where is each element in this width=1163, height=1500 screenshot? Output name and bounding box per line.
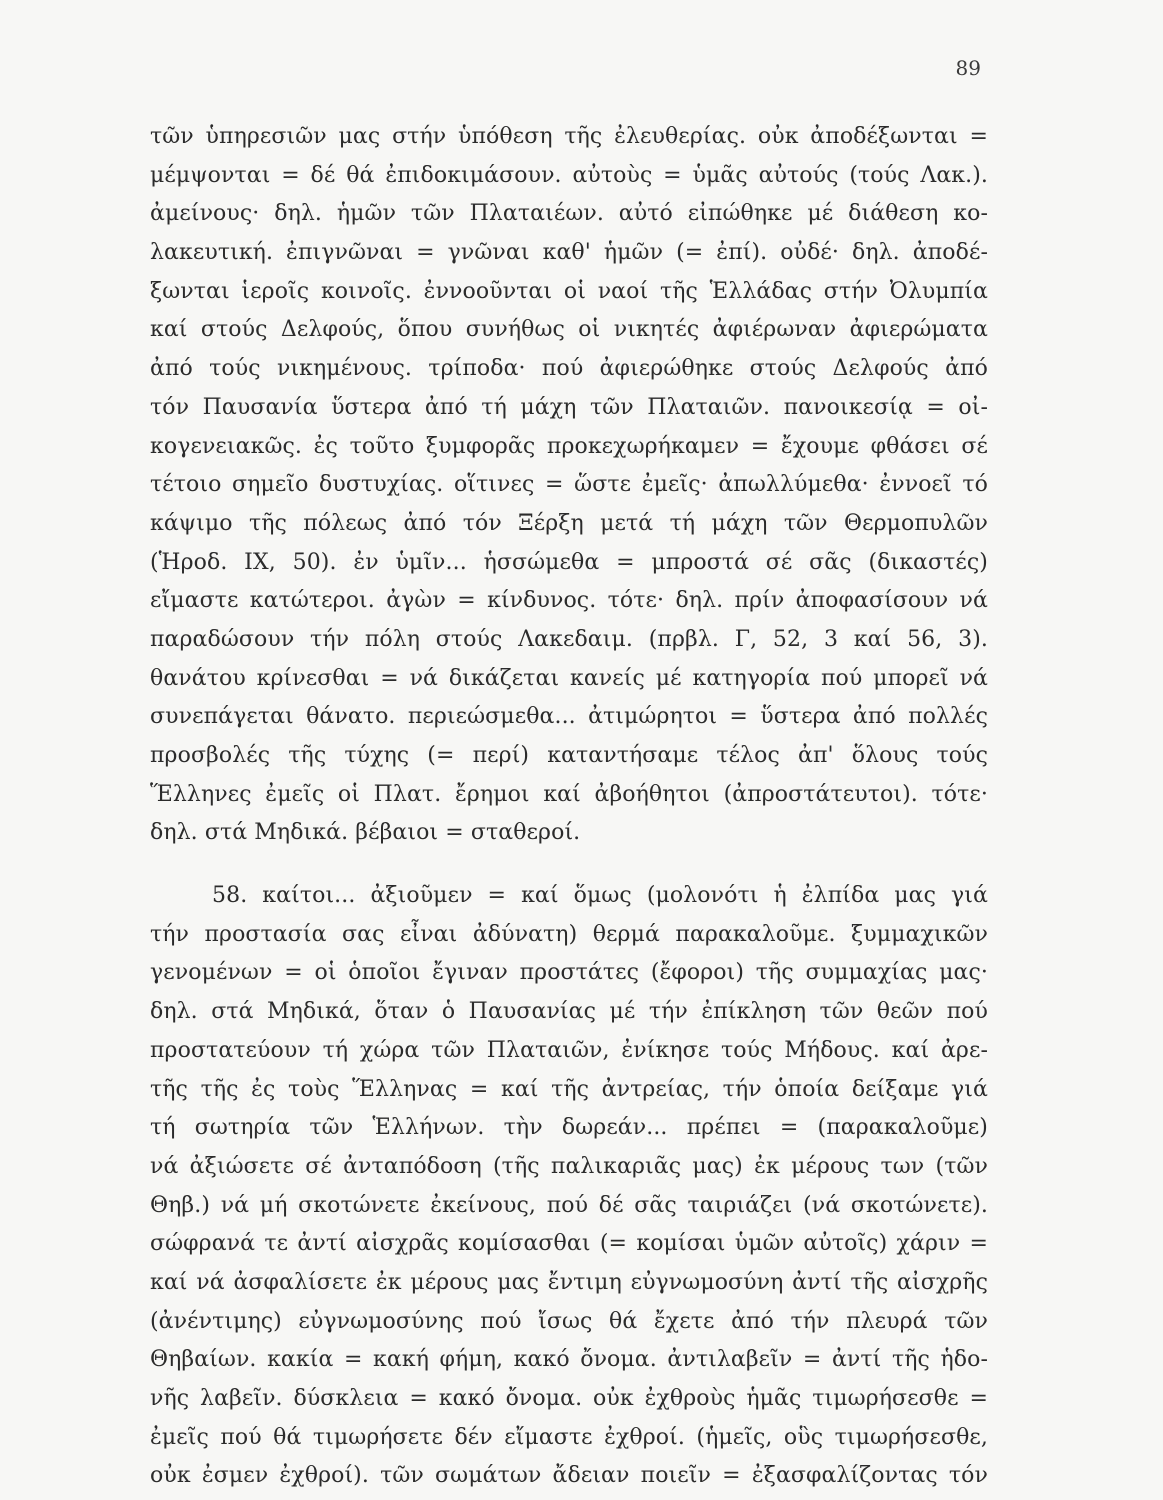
text-line: λακευτική. ἐπιγνῶναι = γνῶναι καθ' ἡμῶν (= ἐπί). οὐδέ· δηλ. ἀποδέ-	[150, 240, 988, 266]
text-line: θανάτου κρίνεσθαι = νά δικάζεται κανείς μέ κατηγορία πού μπορεῖ νά	[150, 665, 988, 691]
text-line: Θηβαίων. κακία = κακή φήμη, κακό ὄνομα. ἀντιλαβεῖν = ἀντί τῆς ἡδο-	[150, 1347, 988, 1373]
text-line: καί νά ἀσφαλίσετε ἐκ μέρους μας ἔντιμη εὐγνωμοσύνη ἀντί τῆς αἰσχρῆς	[150, 1269, 988, 1295]
text-line: τή σωτηρία τῶν Ἑλλήνων. τὴν δωρεάν... πρέπει = (παρακαλοῦμε)	[150, 1115, 988, 1141]
text-line: προστατεύουν τή χώρα τῶν Πλαταιῶν, ἐνίκησε τούς Μήδους. καί ἀρε-	[150, 1037, 988, 1063]
text-line: μέμψονται = δέ θά ἐπιδοκιμάσουν. αὐτοὺς = ὑμᾶς αὐτούς (τούς Λακ.).	[150, 162, 988, 188]
text-line: ἀπό τούς νικημένους. τρίποδα· πού ἀφιερώθηκε στούς Δελφούς ἀπό	[150, 356, 988, 382]
text-line: κάψιμο τῆς πόλεως ἀπό τόν Ξέρξη μετά τή μάχη τῶν Θερμοπυλῶν	[150, 510, 988, 536]
paragraph-gap	[150, 853, 988, 877]
text-line: ἐμεῖς πού θά τιμωρήσετε δέν εἴμαστε ἐχθροί. (ἡμεῖς, οὓς τιμωρήσεσθε,	[150, 1424, 988, 1450]
text-line: συνεπάγεται θάνατο. περιεώσμεθα... ἀτιμώρητοι = ὕστερα ἀπό πολλές	[150, 704, 988, 730]
text-line: παραδώσουν τήν πόλη στούς Λακεδαιμ. (πρβλ. Γ, 52, 3 καί 56, 3).	[150, 626, 988, 652]
text-line: προσβολές τῆς τύχης (= περί) καταντήσαμε τέλος ἀπ' ὅλους τούς	[150, 743, 988, 768]
text-line: ἀμείνους· δηλ. ἡμῶν τῶν Πλαταιέων. αὐτό εἰπώθηκε μέ διάθεση κο-	[150, 201, 988, 227]
text-line: Ἕλληνες ἐμεῖς οἱ Πλατ. ἔρημοι καί ἀβοήθητοι (ἀπροστάτευτοι). τότε·	[150, 781, 988, 807]
commentary-text	[150, 118, 988, 1496]
text-line: καί στούς Δελφούς, ὅπου συνήθως οἱ νικητές ἀφιέρωναν ἀφιερώματα	[150, 317, 988, 343]
text-line: δηλ. στά Μηδικά, ὅταν ὁ Παυσανίας μέ τήν ἐπίκληση τῶν θεῶν πού	[150, 999, 988, 1025]
text-line: ξωνται ἱεροῖς κοινοῖς. ἐννοοῦνται οἱ ναοί τῆς Ἑλλάδας στήν Ὀλυμπία	[150, 278, 988, 304]
text-line: εἴμαστε κατώτεροι. ἀγὼν = κίνδυνος. τότε· δηλ. πρίν ἀποφασίσουν νά	[150, 588, 988, 614]
text-line: (Ἡροδ. IX, 50). ἐν ὑμῖν... ἡσσώμεθα = μπροστά σέ σᾶς (δικαστές)	[150, 549, 988, 575]
text-line: νῆς λαβεῖν. δύσκλεια = κακό ὄνομα. οὐκ ἐχθροὺς ἡμᾶς τιμωρήσεσθε =	[150, 1386, 988, 1411]
text-line: τήν προστασία σας εἶναι ἀδύνατη) θερμά παρακαλοῦμε. ξυμμαχικῶν	[150, 921, 988, 947]
text-line: κογενειακῶς. ἐς τοῦτο ξυμφορᾶς προκεχωρήκαμεν = ἔχουμε φθάσει σέ	[150, 433, 988, 459]
text-line: δηλ. στά Μηδικά. βέβαιοι = σταθεροί.	[150, 820, 581, 846]
text-line: νά ἀξιώσετε σέ ἀνταπόδοση (τῆς παλικαριᾶς μας) ἐκ μέρους των (τῶν	[150, 1153, 988, 1179]
text-line: Θηβ.) νά μή σκοτώνετε ἐκείνους, πού δέ σᾶς ταιριάζει (νά σκοτώνετε).	[150, 1192, 988, 1218]
text-line: 58. καίτοι... ἀξιοῦμεν = καί ὅμως (μολονότι ἡ ἐλπίδα μας γιά	[212, 883, 988, 909]
text-line: γενομένων = οἱ ὁποῖοι ἔγιναν προστάτες (ἔφοροι) τῆς συμμαχίας μας·	[150, 960, 988, 986]
page-number: 89	[955, 56, 981, 80]
text-line: τῆς τῆς ἐς τοὺς Ἕλληνας = καί τῆς ἀντρείας, τήν ὁποία δείξαμε γιά	[150, 1076, 988, 1102]
text-line: τῶν ὑπηρεσιῶν μας στήν ὑπόθεση τῆς ἐλευθερίας. οὐκ ἀποδέξωνται =	[150, 124, 988, 149]
text-line: οὐκ ἐσμεν ἐχθροί). τῶν σωμάτων ἄδειαν ποιεῖν = ἐξασφαλίζοντας τόν	[150, 1463, 988, 1489]
text-line: τόν Παυσανία ὕστερα ἀπό τή μάχη τῶν Πλαταιῶν. πανοικεσίᾳ = οἰ-	[150, 394, 988, 420]
text-line: τέτοιο σημεῖο δυστυχίας. οἵτινες = ὥστε ἐμεῖς· ἀπωλλύμεθα· ἐννοεῖ τό	[150, 472, 988, 498]
text-line: σώφρανά τε ἀντί αἰσχρᾶς κομίσασθαι (= κομίσαι ὑμῶν αὐτοῖς) χάριν =	[150, 1231, 988, 1257]
text-line: (ἀνέντιμης) εὐγνωμοσύνης πού ἴσως θά ἔχετε ἀπό τήν πλευρά τῶν	[150, 1308, 988, 1334]
